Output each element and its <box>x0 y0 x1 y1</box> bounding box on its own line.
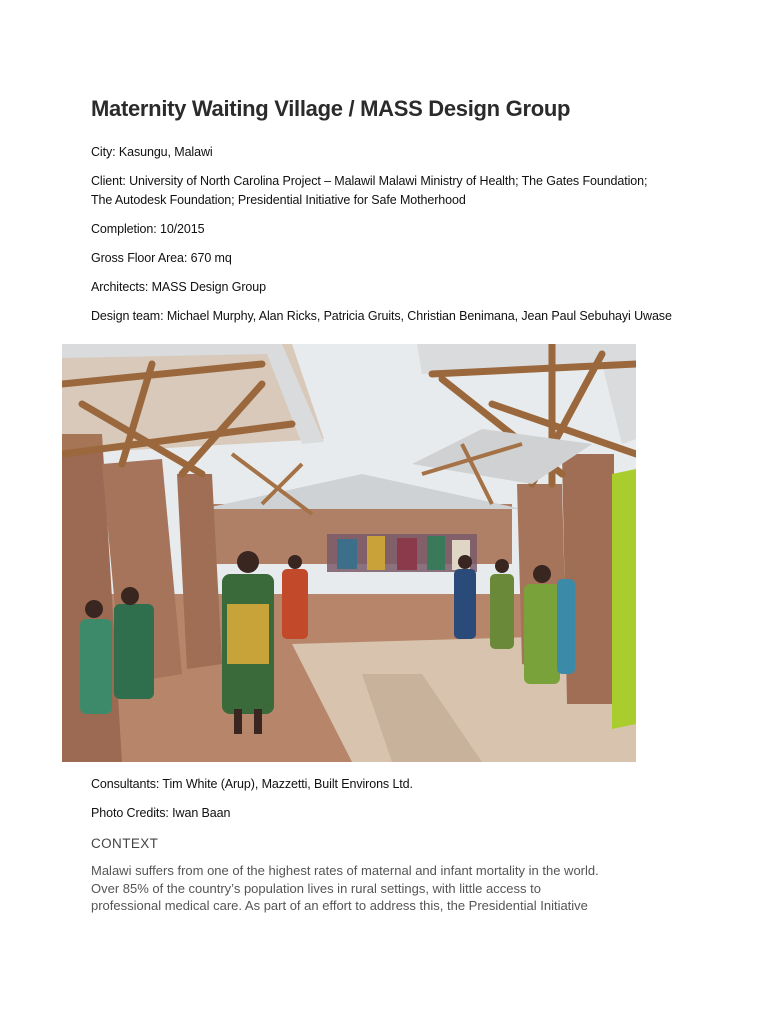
project-photo <box>62 344 636 762</box>
section-heading-context: CONTEXT <box>91 836 159 851</box>
photo-green-door <box>612 469 636 729</box>
photo-illustration <box>62 344 636 762</box>
meta-client-line2: The Autodesk Foundation; Presidential Initiative for Safe Motherhood <box>91 193 466 207</box>
meta-client-line1: Client: University of North Carolina Project – Malawil Malawi Ministry of Health; The Gates Foundation; <box>91 174 648 188</box>
context-line-1: Malawi suffers from one of the highest rates of maternal and infant mortality in the world. <box>91 863 599 878</box>
meta-city: City: Kasungu, Malawi <box>91 145 213 159</box>
context-line-2: Over 85% of the country’s population lives in rural settings, with little access to <box>91 880 541 896</box>
meta-floor-area: Gross Floor Area: 670 mq <box>91 251 232 265</box>
meta-client <box>91 172 691 210</box>
document-body-continued <box>91 775 691 915</box>
meta-completion: Completion: 10/2015 <box>91 222 205 236</box>
article-title: Maternity Waiting Village / MASS Design Group <box>91 96 571 121</box>
meta-photo-credits: Photo Credits: Iwan Baan <box>91 806 231 820</box>
context-paragraph <box>91 862 691 915</box>
photo-crowd <box>327 534 477 572</box>
meta-architects: Architects: MASS Design Group <box>91 280 266 294</box>
context-line-3: professional medical care. As part of an effort to address this, the Presidential Initiative <box>91 898 588 913</box>
meta-consultants: Consultants: Tim White (Arup), Mazzetti, Built Environs Ltd. <box>91 777 413 791</box>
document-body <box>91 94 691 336</box>
meta-design-team: Design team: Michael Murphy, Alan Ricks, Patricia Gruits, Christian Benimana, Jean Paul Sebuhayi Uwase <box>91 309 672 323</box>
